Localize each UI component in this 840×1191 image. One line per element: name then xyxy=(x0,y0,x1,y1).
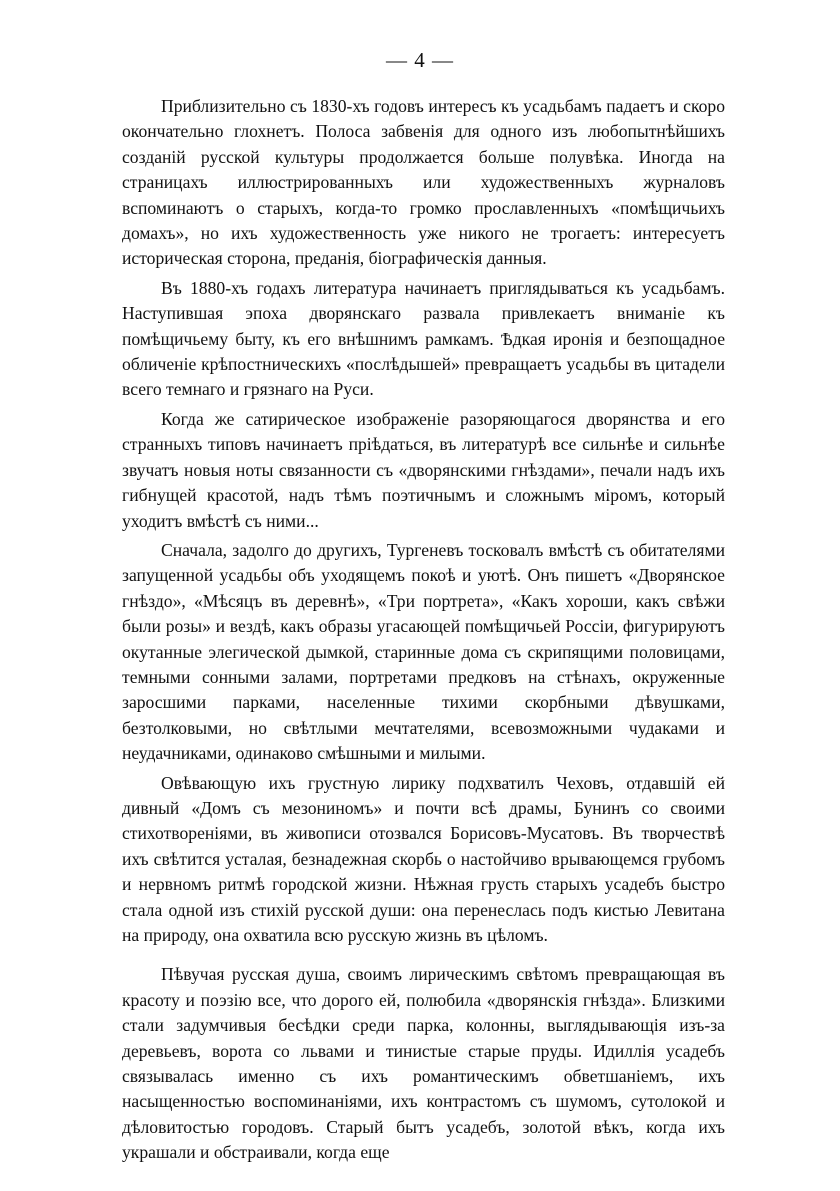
paragraph: Овѣвающую ихъ грустную лирику подхватилъ Чеховъ, отдавшій ей дивный «Домъ съ мезониномъ» и почти всѣ драмы, Бунинъ со своими стихотвореніями, въ живописи отозвался Борисовъ-Мусатовъ. Въ творчествѣ ихъ свѣтится усталая, безнадежная скорбь о настойчиво врывающемся грубомъ и нервномъ ритмѣ городской жизни. Нѣжная грусть старыхъ усадебъ быстро стала одной изъ стихій русской души: она перенеслась подъ кистью Левитана на природу, она охватила всю русскую жизнь въ цѣломъ. xyxy=(122,772,725,945)
paragraph: Приблизительно съ 1830-хъ годовъ интересъ къ усадьбамъ падаетъ и скоро окончательно глохнетъ. Полоса забвенія для одного изъ любопытнѣйшихъ созданій русской культуры продолжается больше полувѣка. Иногда на страницахъ иллюстрированныхъ или художественныхъ журналовъ вспоминаютъ о старыхъ, когда-то громко прославленныхъ «помѣщичьихъ домахъ», но ихъ художественность уже никого не трогаетъ: интересуетъ историческая сторона, преданія, біографическія данныя. xyxy=(122,96,725,269)
paragraph: Когда же сатирическое изображеніе разоряющагося дворянства и его странныхъ типовъ начинаетъ пріѣдаться, въ литературѣ все сильнѣе и сильнѣе звучатъ новыя ноты связанности съ «дворянскими гнѣздами», печали надъ ихъ гибнущей красотой, надъ тѣмъ поэтичнымъ и сложнымъ міромъ, который уходитъ вмѣстѣ съ ними... xyxy=(122,408,725,531)
paragraph: Въ 1880-хъ годахъ литература начинаетъ приглядываться къ усадьбамъ. Наступившая эпоха дворянскаго развала привлекаетъ вниманіе къ помѣщичьему быту, къ его внѣшнимъ рамкамъ. Ѣдкая иронія и безпощадное обличеніе крѣпостническихъ «послѣдышей» превращаетъ усадьбы въ цитадели всего темнаго и грязнаго на Руси. xyxy=(122,277,725,400)
paragraph: Пѣвучая русская душа, своимъ лирическимъ свѣтомъ превращающая въ красоту и поэзію все, что дорого ей, полюбила «дворянскія гнѣзда». Близкими стали задумчивыя бесѣдки среди парка, колонны, выглядывающія изъ-за деревьевъ, ворота со львами и тинистые старые пруды. Идиллія усадебъ связывалась именно съ ихъ романтическимъ обветшаніемъ, ихъ насыщенностью воспоминаніями, ихъ контрастомъ съ шумомъ, сутолокой и дѣловитостью городовъ. Старый бытъ усадебъ, золотой вѣкъ, когда ихъ украшали и обстраивали, когда еще xyxy=(122,964,725,1163)
body-text xyxy=(122,94,725,1166)
paragraph: Сначала, задолго до другихъ, Тургеневъ тосковалъ вмѣстѣ съ обитателями запущенной усадьбы объ уходящемъ покоѣ и уютѣ. Онъ пишетъ «Дворянское гнѣздо», «Мѣсяцъ въ деревнѣ», «Три портрета», «Какъ хороши, какъ свѣжи были розы» и вездѣ, какъ образы угасающей помѣщичьей Россіи, фигурируютъ окутанные элегической дымкой, старинные дома съ скрипящими половицами, темными сонными залами, портретами предковъ на стѣнахъ, окруженные заросшими парками, населенные тихими скорбными дѣвушками, безтолковыми, но свѣтлыми мечтателями, всевозможными чудаками и неудачниками, одинаково смѣшными и милыми. xyxy=(122,539,725,764)
page-number: — 4 — xyxy=(386,48,454,72)
